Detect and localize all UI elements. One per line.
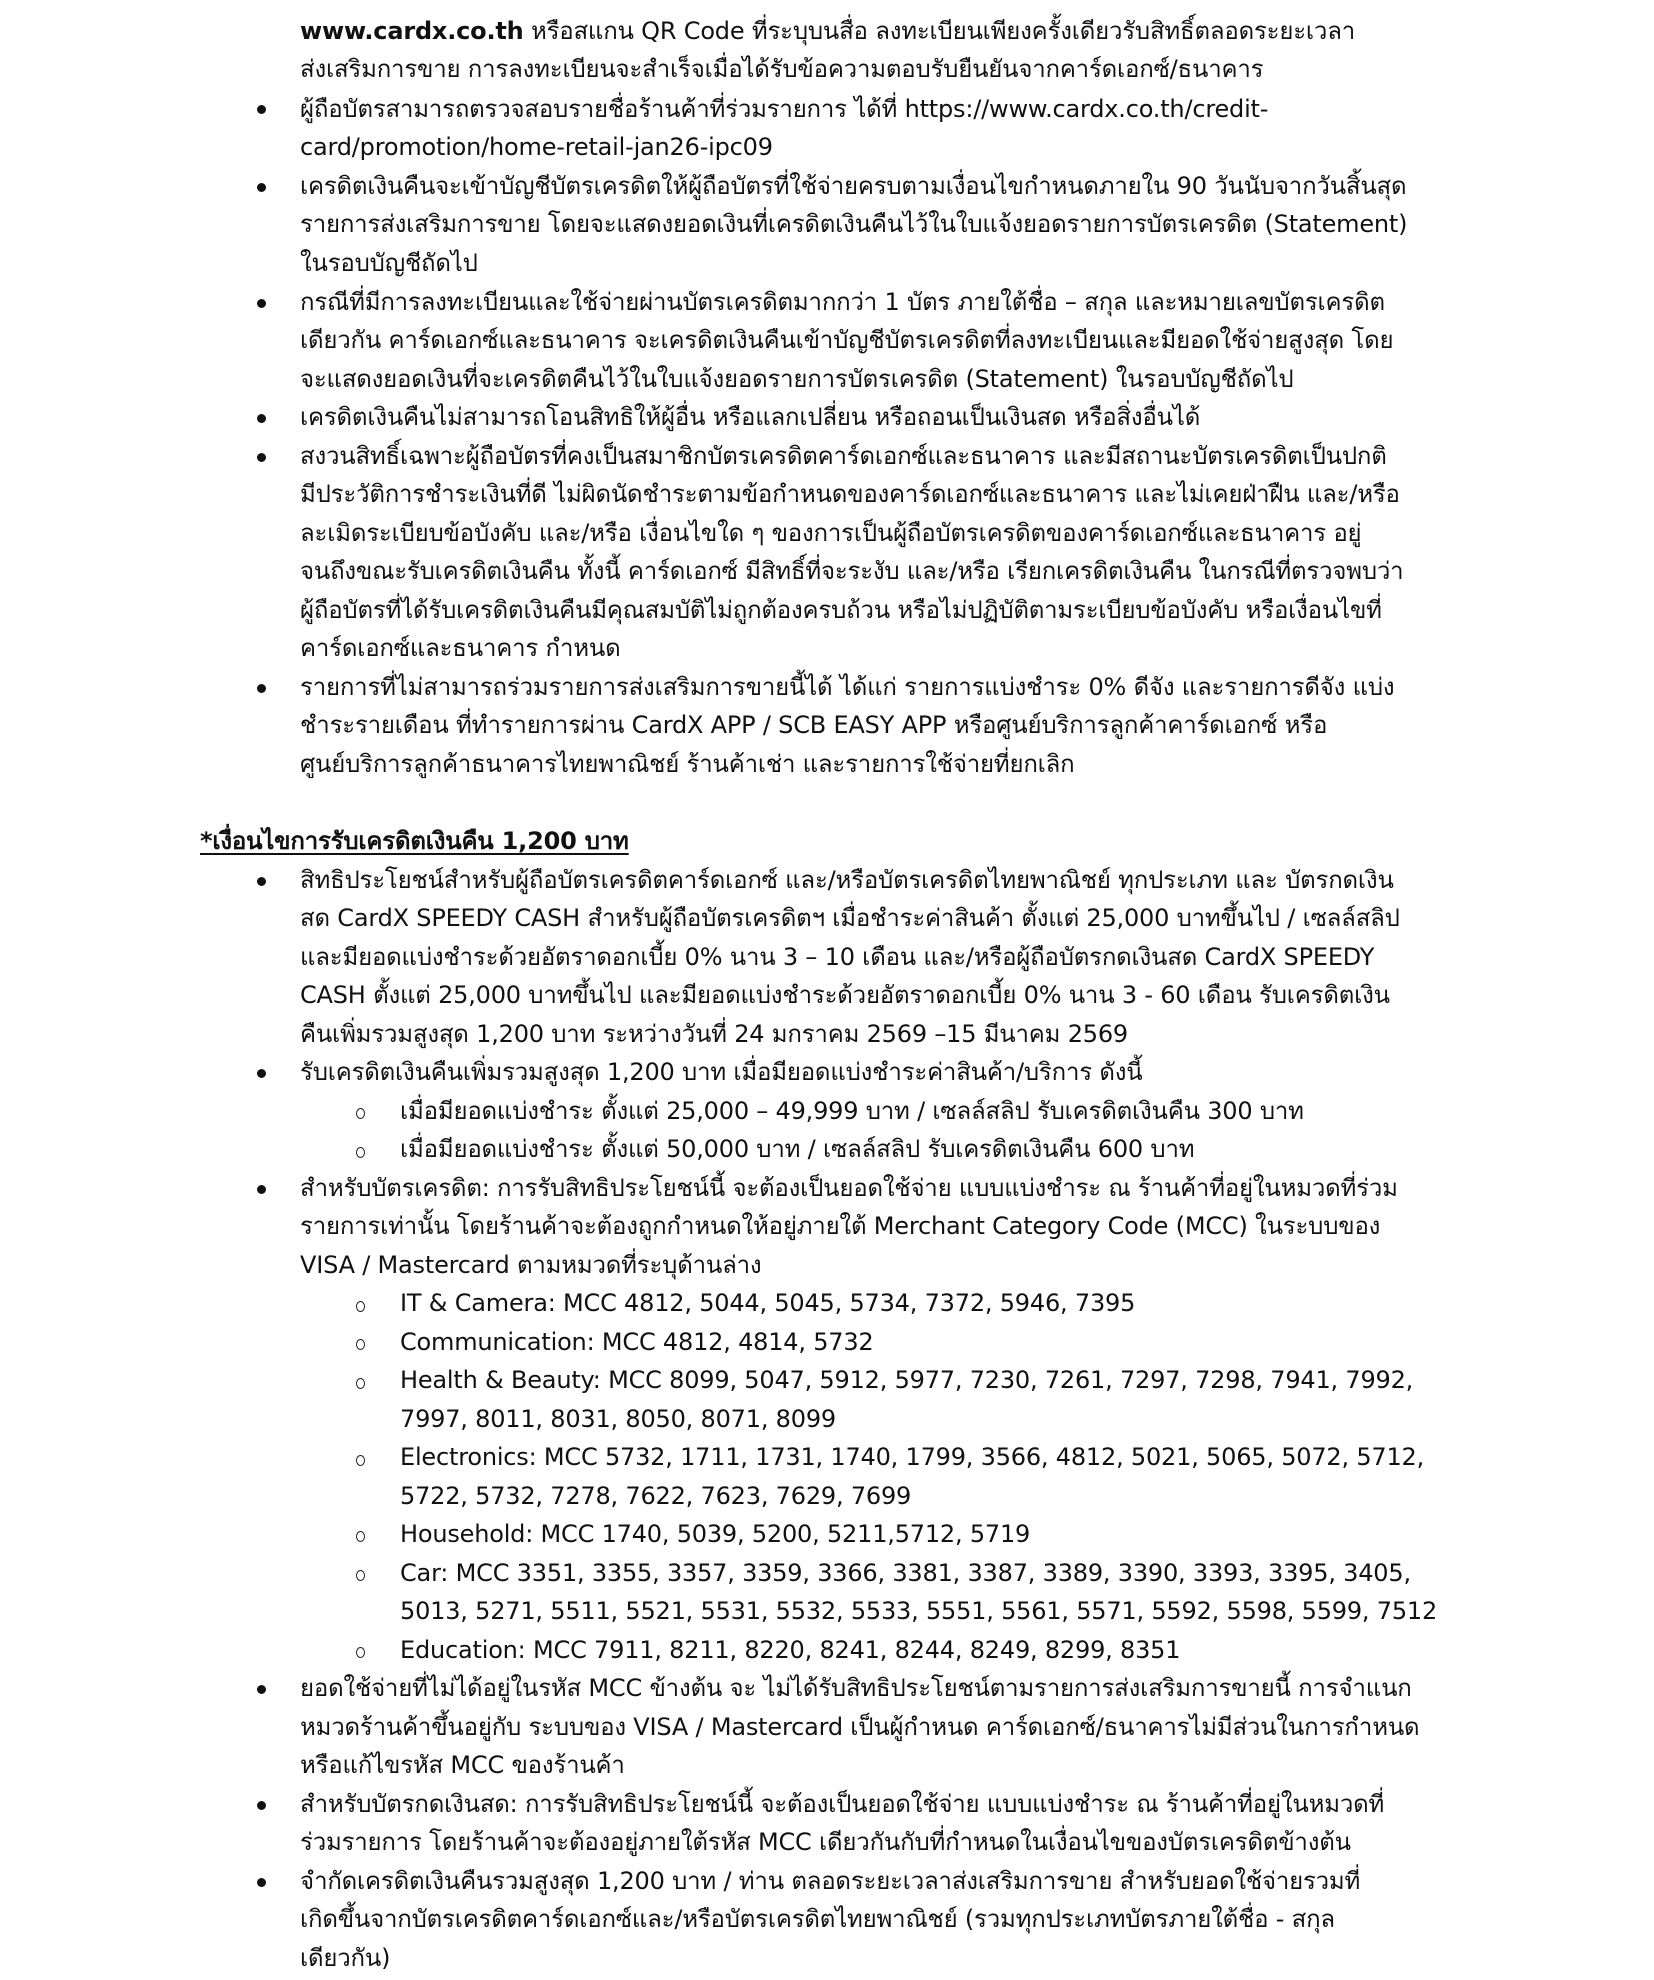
mcc-category-communication: Communication: MCC 4812, 4814, 5732	[400, 1328, 874, 1356]
bullet-icon	[257, 1685, 266, 1694]
mcc-category-electronics-cont: 5722, 5732, 7278, 7622, 7623, 7629, 7699	[400, 1482, 912, 1510]
condition-line: เกิดขึ้นจากบัตรเครดิตคาร์ดเอกซ์และ/หรือบัตรเครดิตไทยพาณิชย์ (รวมทุกประเภทบัตรภายใต้ชื่อ - สกุล	[300, 1905, 1335, 1933]
section-heading: *เงื่อนไขการรับเครดิตเงินคืน 1,200 บาท	[200, 827, 629, 855]
term-line: จนถึงขณะรับเครดิตเงินคืน ทั้งนี้ คาร์ดเอกซ์ มีสิทธิ์ที่จะระงับ และ/หรือ เรียกเครดิตเงินคืน ในกรณีที่ตรวจพบว่า	[300, 557, 1404, 585]
bullet-icon	[257, 299, 266, 308]
sub-bullet-circle-icon	[356, 1455, 365, 1466]
bullet-icon	[257, 1878, 266, 1887]
condition-line: หรือแก้ไขรหัส MCC ของร้านค้า	[300, 1751, 625, 1779]
term-line: จะแสดงยอดเงินที่จะเครดิตคืนไว้ในใบแจ้งยอดรายการบัตรเครดิต (Statement) ในรอบบัญชีถัดไป	[300, 365, 1294, 393]
term-line: เดียวกัน คาร์ดเอกซ์และธนาคาร จะเครดิตเงินคืนเข้าบัญชีบัตรเครดิตที่ลงทะเบียนและมียอดใช้จ่ายสูงสุด โดย	[300, 326, 1394, 354]
condition-line: จำกัดเครดิตเงินคืนรวมสูงสุด 1,200 บาท / ท่าน ตลอดระยะเวลาส่งเสริมการขาย สำหรับยอดใช้จ่ายรวมที่	[300, 1867, 1361, 1895]
mcc-category-electronics: Electronics: MCC 5732, 1711, 1731, 1740, 1799, 3566, 4812, 5021, 5065, 5072, 5712,	[400, 1443, 1425, 1471]
sub-bullet-circle-icon	[356, 1339, 365, 1350]
term-line: เครดิตเงินคืนจะเข้าบัญชีบัตรเครดิตให้ผู้ถือบัตรที่ใช้จ่ายครบตามเงื่อนไขกำหนดภายใน 90 วันนับจากวันสิ้นสุด	[300, 172, 1407, 200]
intro-line-1	[300, 12, 1355, 50]
term-line: คาร์ดเอกซ์และธนาคาร กำหนด	[300, 634, 621, 662]
intro-text: หรือสแกน QR Code ที่ระบุบนสื่อ ลงทะเบียนเพียงครั้งเดียวรับสิทธิ์ตลอดระยะเวลา	[523, 17, 1355, 45]
condition-line: สำหรับบัตรเครดิต: การรับสิทธิประโยชน์นี้ จะต้องเป็นยอดใช้จ่าย แบบแบ่งชำระ ณ ร้านค้าที่อยู่ในหมวดที่ร่วม	[300, 1174, 1398, 1202]
mcc-category-car: Car: MCC 3351, 3355, 3357, 3359, 3366, 3381, 3387, 3389, 3390, 3393, 3395, 3405,	[400, 1559, 1411, 1587]
term-line: ในรอบบัญชีถัดไป	[300, 249, 478, 277]
bullet-icon	[257, 1185, 266, 1194]
term-line: รายการส่งเสริมการขาย โดยจะแสดงยอดเงินที่เครดิตเงินคืนไว้ในใบแจ้งยอดรายการบัตรเครดิต (Statement)	[300, 210, 1408, 238]
term-line: สงวนสิทธิ์เฉพาะผู้ถือบัตรที่คงเป็นสมาชิกบัตรเครดิตคาร์ดเอกซ์และธนาคาร และมีสถานะบัตรเครดิตเป็นปกติ	[300, 442, 1387, 470]
condition-line: สำหรับบัตรกดเงินสด: การรับสิทธิประโยชน์นี้ จะต้องเป็นยอดใช้จ่าย แบบแบ่งชำระ ณ ร้านค้าที่อยู่ในหมวดที่	[300, 1790, 1385, 1818]
condition-line: รายการเท่านั้น โดยร้านค้าจะต้องถูกกำหนดให้อยู่ภายใต้ Merchant Category Code (MCC) ในระบบของ	[300, 1212, 1381, 1240]
cardx-website-link[interactable]: www.cardx.co.th	[300, 17, 524, 45]
condition-line: สิทธิประโยชน์สำหรับผู้ถือบัตรเครดิตคาร์ดเอกซ์ และ/หรือบัตรเครดิตไทยพาณิชย์ ทุกประเภท และ บัตรกดเงิน	[300, 866, 1394, 894]
mcc-category-health-beauty-cont: 7997, 8011, 8031, 8050, 8071, 8099	[400, 1405, 836, 1433]
bullet-icon	[257, 453, 266, 462]
intro-line-2: ส่งเสริมการขาย การลงทะเบียนจะสำเร็จเมื่อได้รับข้อความตอบรับยืนยันจากคาร์ดเอกซ์/ธนาคาร	[300, 55, 1264, 83]
bullet-icon	[257, 414, 266, 423]
condition-line: และมียอดแบ่งชำระด้วยอัตราดอกเบี้ย 0% นาน 3 – 10 เดือน และ/หรือผู้ถือบัตรกดเงินสด CardX SPEEDY	[300, 943, 1375, 971]
term-line: ผู้ถือบัตรสามารถตรวจสอบรายชื่อร้านค้าที่ร่วมรายการ ได้ที่ https://www.cardx.co.th/credit-	[300, 95, 1269, 123]
sub-bullet-circle-icon	[356, 1378, 365, 1389]
sub-bullet-circle-icon	[356, 1301, 365, 1312]
condition-line: หมวดร้านค้าขึ้นอยู่กับ ระบบของ VISA / Mastercard เป็นผู้กำหนด คาร์ดเอกซ์/ธนาคารไม่มีส่วนในการกำหนด	[300, 1713, 1420, 1741]
term-line: กรณีที่มีการลงทะเบียนและใช้จ่ายผ่านบัตรเครดิตมากกว่า 1 บัตร ภายใต้ชื่อ – สกุล และหมายเลขบัตรเครดิต	[300, 288, 1385, 316]
bullet-icon	[257, 1069, 266, 1078]
condition-line: VISA / Mastercard ตามหมวดที่ระบุด้านล่าง	[300, 1251, 762, 1279]
mcc-category-household: Household: MCC 1740, 5039, 5200, 5211,5712, 5719	[400, 1520, 1031, 1548]
condition-line: เดียวกัน)	[300, 1944, 391, 1972]
condition-line: คืนเพิ่มรวมสูงสุด 1,200 บาท ระหว่างวันที่ 24 มกราคม 2569 –15 มีนาคม 2569	[300, 1020, 1128, 1048]
term-line: card/promotion/home-retail-jan26-ipc09	[300, 133, 773, 161]
mcc-category-car-cont: 5013, 5271, 5511, 5521, 5531, 5532, 5533, 5551, 5561, 5571, 5592, 5598, 5599, 7512	[400, 1597, 1438, 1625]
mcc-category-it-camera: IT & Camera: MCC 4812, 5044, 5045, 5734, 7372, 5946, 7395	[400, 1289, 1136, 1317]
bullet-icon	[257, 1801, 266, 1810]
term-line: มีประวัติการชำระเงินที่ดี ไม่ผิดนัดชำระตามข้อกำหนดของคาร์ดเอกซ์และธนาคาร และไม่เคยฝ่าฝืน และ/หรือ	[300, 480, 1400, 508]
bullet-icon	[257, 105, 266, 114]
term-line: ชำระรายเดือน ที่ทำรายการผ่าน CardX APP / SCB EASY APP หรือศูนย์บริการลูกค้าคาร์ดเอกซ์ หรือ	[300, 711, 1328, 739]
sub-bullet-circle-icon	[356, 1647, 365, 1658]
condition-line: รับเครดิตเงินคืนเพิ่มรวมสูงสุด 1,200 บาท เมื่อมียอดแบ่งชำระค่าสินค้า/บริการ ดังนี้	[300, 1058, 1143, 1086]
condition-line: CASH ตั้งแต่ 25,000 บาทขึ้นไป และมียอดแบ่งชำระด้วยอัตราดอกเบี้ย 0% นาน 3 - 60 เดือน รับเครดิตเงิน	[300, 981, 1390, 1009]
bullet-icon	[257, 183, 266, 192]
term-line: เครดิตเงินคืนไม่สามารถโอนสิทธิให้ผู้อื่น หรือแลกเปลี่ยน หรือถอนเป็นเงินสด หรือสิ่งอื่นได้	[300, 403, 1201, 431]
reward-tier: เมื่อมียอดแบ่งชำระ ตั้งแต่ 25,000 – 49,999 บาท / เซลล์สลิป รับเครดิตเงินคืน 300 บาท	[400, 1097, 1304, 1125]
term-line: ละเมิดระเบียบข้อบังคับ และ/หรือ เงื่อนไขใด ๆ ของการเป็นผู้ถือบัตรเครดิตของคาร์ดเอกซ์และธนาคาร อยู่	[300, 519, 1362, 547]
condition-line: สด CardX SPEEDY CASH สำหรับผู้ถือบัตรเครดิตฯ เมื่อชำระค่าสินค้า ตั้งแต่ 25,000 บาทขึ้นไป / เซลล์สลิป	[300, 904, 1400, 932]
sub-bullet-circle-icon	[356, 1147, 365, 1158]
sub-bullet-circle-icon	[356, 1108, 365, 1119]
term-line: ผู้ถือบัตรที่ได้รับเครดิตเงินคืนมีคุณสมบัติไม่ถูกต้องครบถ้วน หรือไม่ปฏิบัติตามระเบียบข้อบังคับ หรือเงื่อนไขที่	[300, 596, 1382, 624]
sub-bullet-circle-icon	[356, 1531, 365, 1542]
term-line: รายการที่ไม่สามารถร่วมรายการส่งเสริมการขายนี้ได้ ได้แก่ รายการแบ่งชำระ 0% ดีจัง และรายการดีจัง แบ่ง	[300, 673, 1395, 701]
bullet-icon	[257, 684, 266, 693]
term-line: ศูนย์บริการลูกค้าธนาคารไทยพาณิชย์ ร้านค้าเช่า และรายการใช้จ่ายที่ยกเลิก	[300, 750, 1075, 778]
reward-tier: เมื่อมียอดแบ่งชำระ ตั้งแต่ 50,000 บาท / เซลล์สลิป รับเครดิตเงินคืน 600 บาท	[400, 1135, 1195, 1163]
mcc-category-health-beauty: Health & Beauty: MCC 8099, 5047, 5912, 5977, 7230, 7261, 7297, 7298, 7941, 7992,	[400, 1366, 1414, 1394]
mcc-category-education: Education: MCC 7911, 8211, 8220, 8241, 8244, 8249, 8299, 8351	[400, 1636, 1181, 1664]
condition-line: ร่วมรายการ โดยร้านค้าจะต้องอยู่ภายใต้รหัส MCC เดียวกันกับที่กำหนดในเงื่อนไขของบัตรเครดิตข้างต้น	[300, 1828, 1351, 1856]
sub-bullet-circle-icon	[356, 1570, 365, 1581]
bullet-icon	[257, 877, 266, 886]
condition-line: ยอดใช้จ่ายที่ไม่ได้อยู่ในรหัส MCC ข้างต้น จะ ไม่ได้รับสิทธิประโยชน์ตามรายการส่งเสริมการขายนี้ การจำแนก	[300, 1674, 1412, 1702]
